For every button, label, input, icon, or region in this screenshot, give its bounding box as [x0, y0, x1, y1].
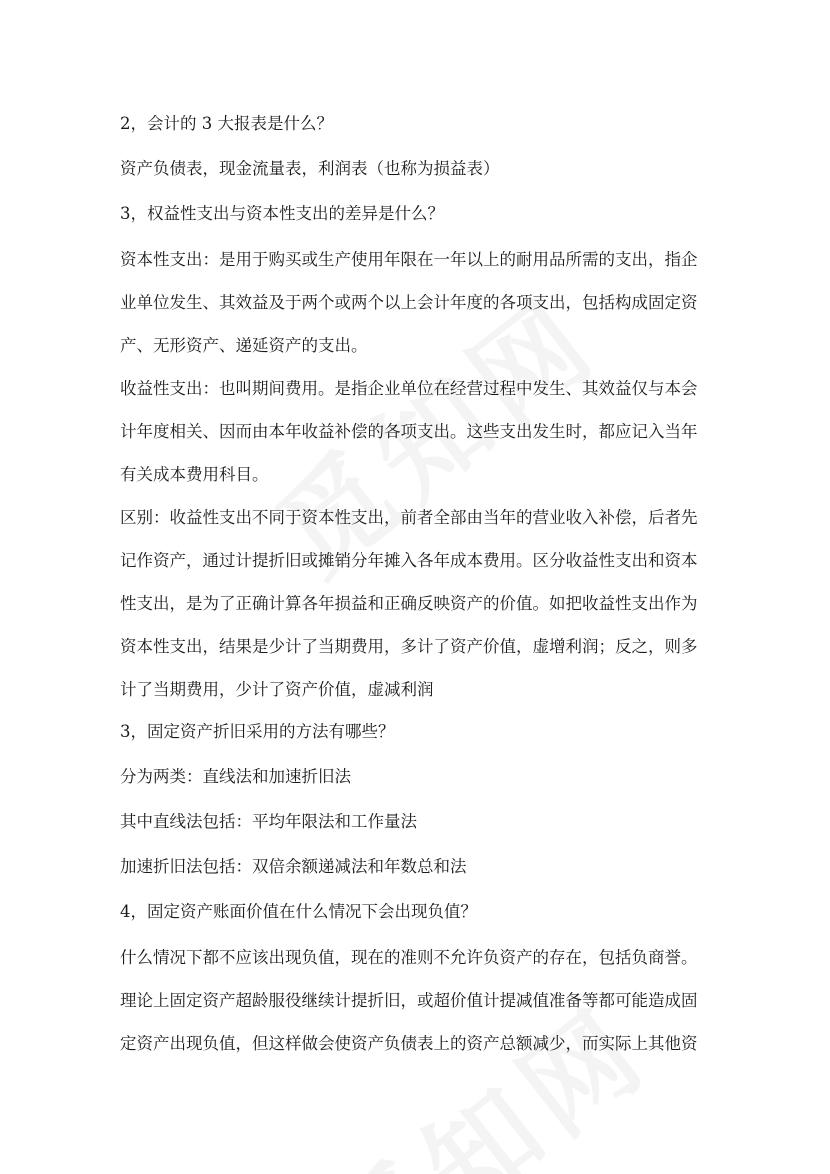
document-body: [120, 108, 712, 1070]
paragraph-line: 什么情况下都不应该出现负值，现在的准则不允许负资产的存在，包括负商誉。: [120, 948, 698, 967]
question-heading: 3，权益性支出与资本性支出的差异是什么？: [120, 204, 444, 223]
question-heading: 4，固定资产账面价值在什么情况下会出现负值？: [120, 902, 477, 921]
paragraph-line: 收益性支出：也叫期间费用。是指企业单位在经营过程中发生、其效益仅与本会: [120, 379, 698, 398]
paragraph-line: 记作资产，通过计提折旧或摊销分年摊入各年成本费用。区分收益性支出和资本: [120, 551, 698, 570]
paragraph-line: 产、无形资产、递延资产的支出。: [120, 336, 368, 355]
paragraph-line: 性支出，是为了正确计算各年损益和正确反映资产的价值。如把收益性支出作为: [120, 594, 698, 613]
paragraph-line: 计了当期费用，少计了资产价值，虚减利润: [120, 680, 434, 699]
question-heading: 3，固定资产折旧采用的方法有哪些？: [120, 722, 395, 741]
paragraph-capital-expense: [120, 243, 712, 372]
paragraph-line: 业单位发生、其效益及于两个或两个以上会计年度的各项支出，包括构成固定资: [120, 293, 698, 312]
question-heading: 2，会计的 3 大报表是什么？: [120, 114, 333, 133]
answer-text: 其中直线法包括：平均年限法和工作量法: [120, 812, 417, 831]
paragraph-line: 有关成本费用科目。: [120, 465, 269, 484]
paragraph-difference: [120, 501, 712, 716]
paragraph-line: 计年度相关、因而由本年收益补偿的各项支出。这些支出发生时，都应记入当年: [120, 422, 698, 441]
paragraph-negative-value: [120, 941, 712, 1070]
paragraph-line: 区别：收益性支出不同于资本性支出，前者全部由当年的营业收入补偿，后者先: [120, 508, 698, 527]
paragraph-revenue-expense: [120, 372, 712, 501]
paragraph-line: 资本性支出，结果是少计了当期费用，多计了资产价值，虚增利润；反之，则多: [120, 637, 698, 656]
answer-text: 分为两类：直线法和加速折旧法: [120, 767, 351, 786]
paragraph-line: 资本性支出：是用于购买或生产使用年限在一年以上的耐用品所需的支出，指企: [120, 250, 698, 269]
answer-text: 资产负债表，现金流量表，利润表（也称为损益表）: [120, 159, 500, 178]
paragraph-line: 定资产出现负值，但这样做会使资产负债表上的资产总额减少，而实际上其他资: [120, 1034, 698, 1053]
paragraph-line: 理论上固定资产超龄服役继续计提折旧，或超价值计提减值准备等都可能造成固: [120, 991, 698, 1010]
answer-text: 加速折旧法包括：双倍余额递减法和年数总和法: [120, 857, 467, 876]
